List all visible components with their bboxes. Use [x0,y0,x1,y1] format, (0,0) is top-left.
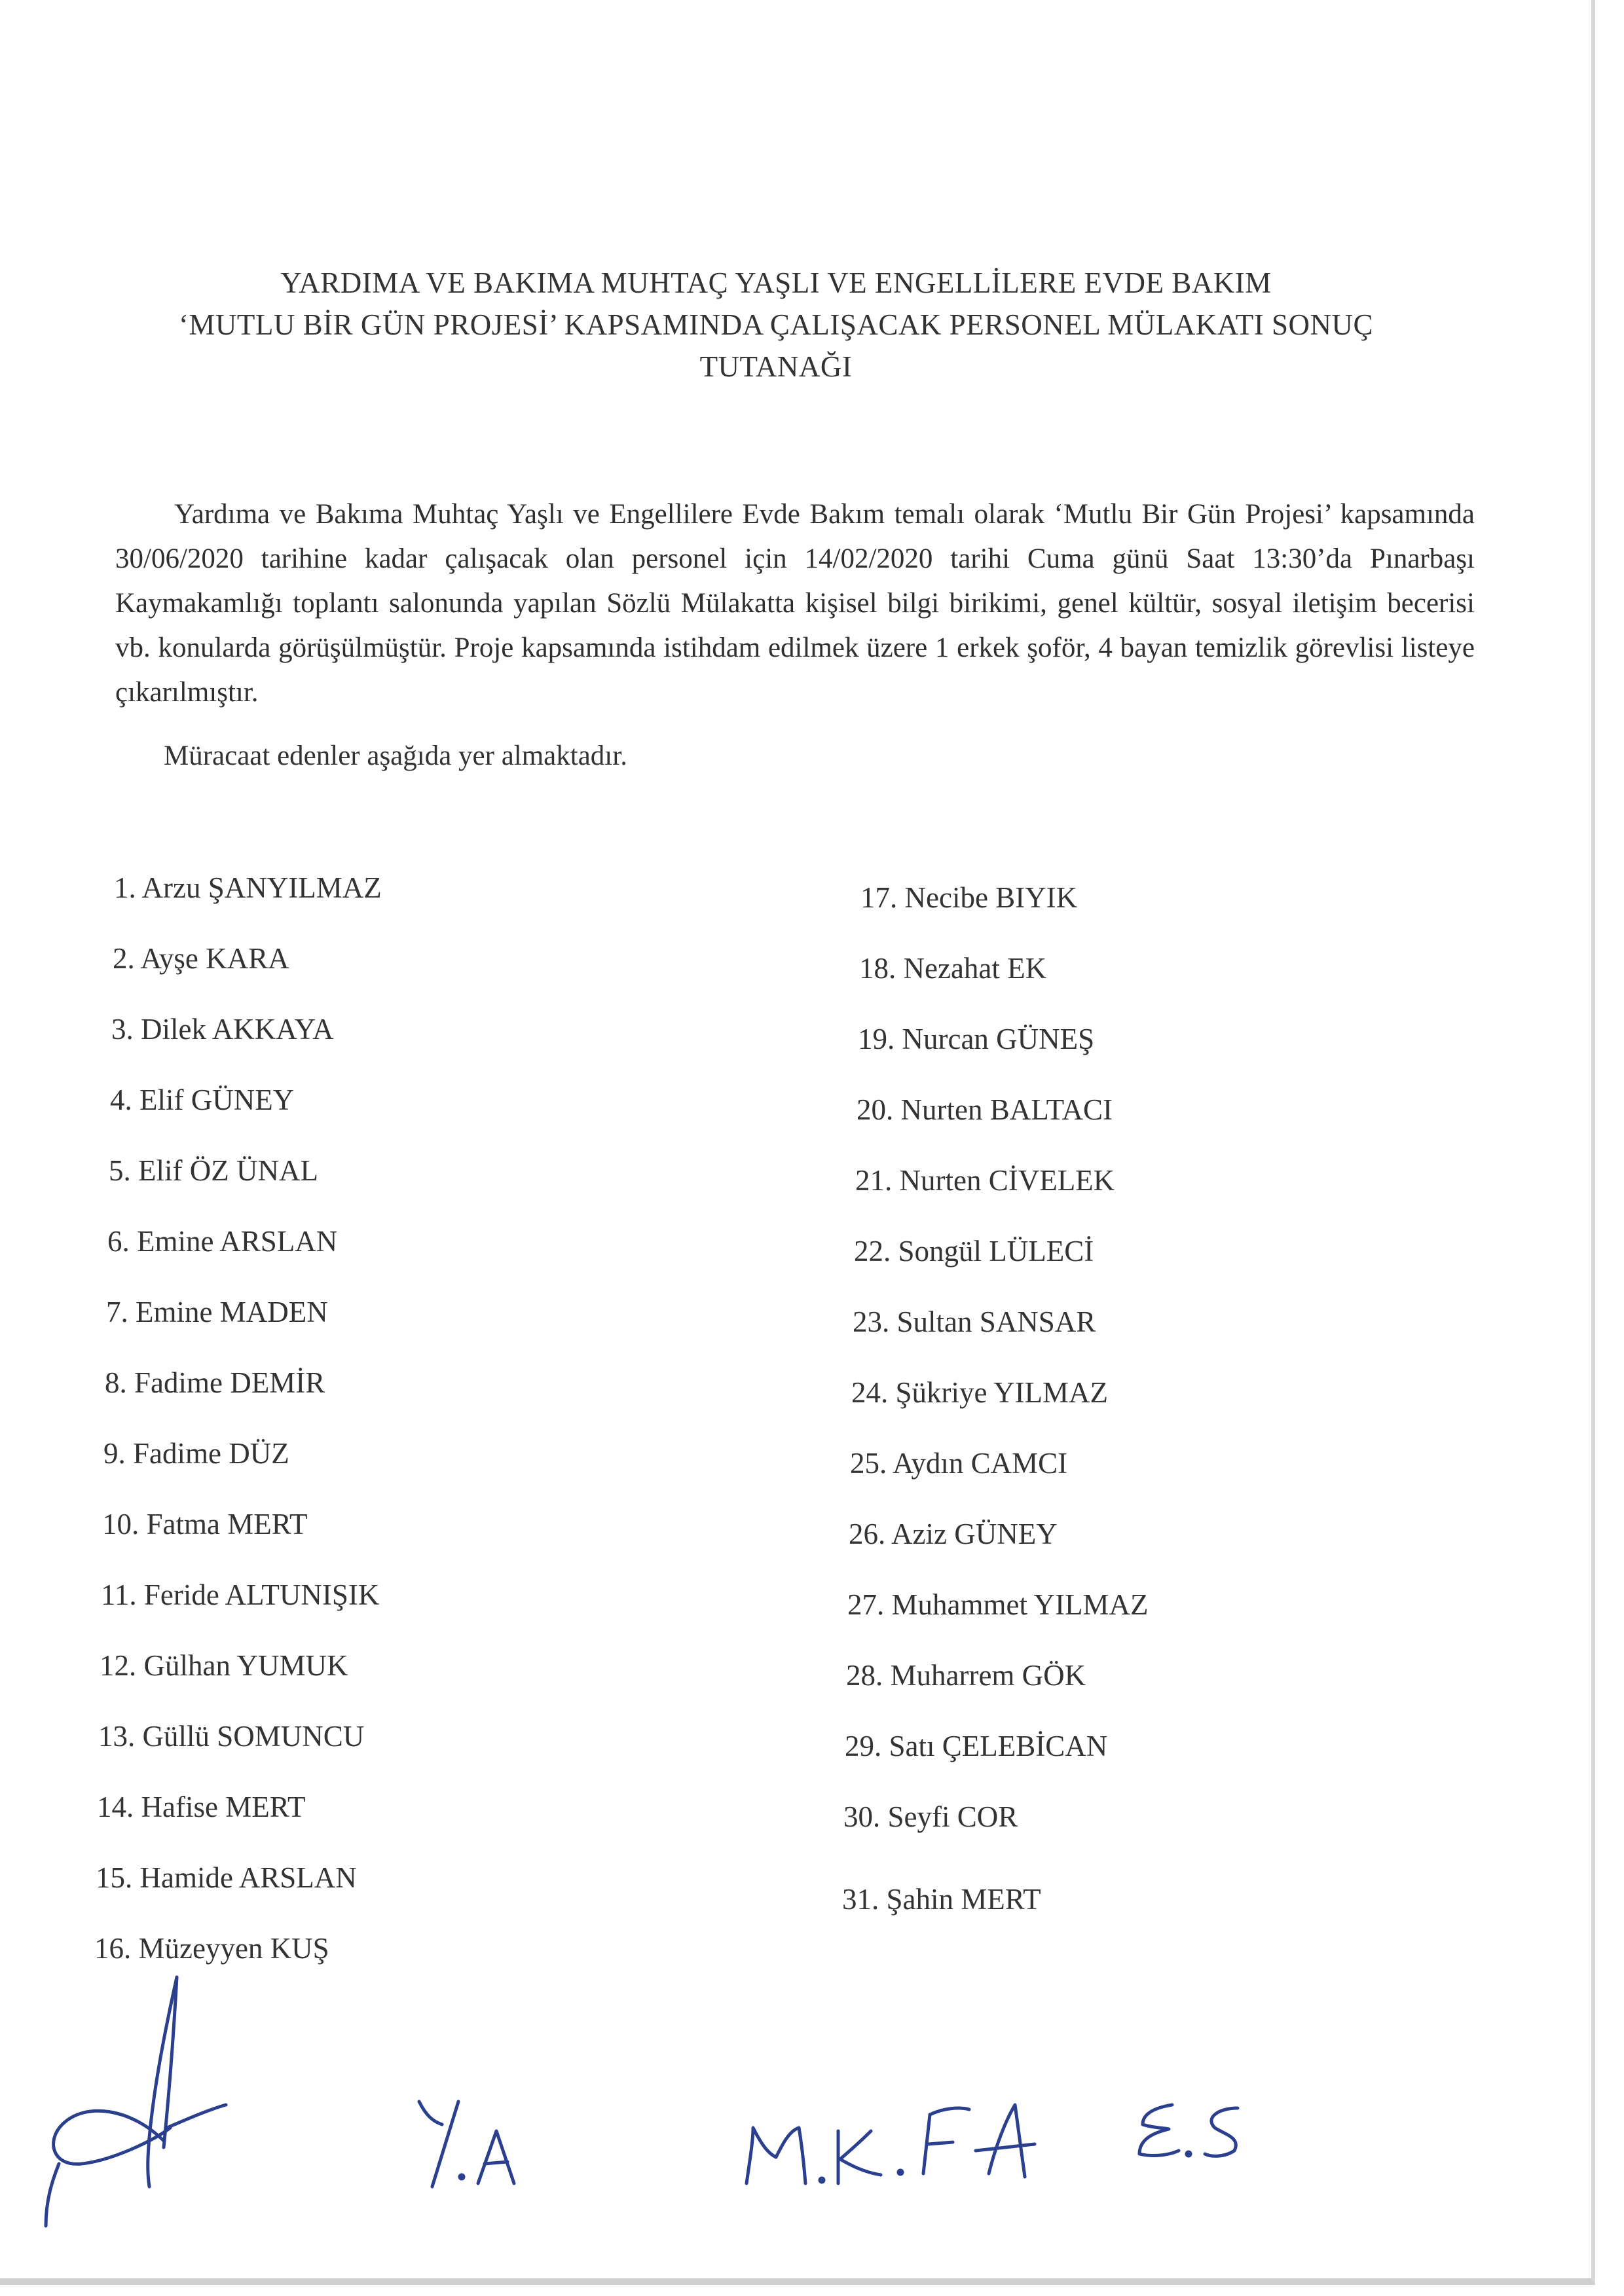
document-title [105,262,1447,388]
title-line-2: ‘MUTLU BİR GÜN PROJESİ’ KAPSAMINDA ÇALIŞACAK PERSONEL MÜLAKATI SONUÇ [178,308,1374,341]
list-item: 5. Elif ÖZ ÜNAL [109,1154,318,1187]
list-item: 15. Hamide ARSLAN [96,1861,357,1894]
list-item: 23. Sultan SANSAR [853,1305,1096,1338]
signature-3 [747,2128,902,2183]
list-item: 18. Nezahat EK [859,952,1047,985]
list-item: 12. Gülhan YUMUK [100,1649,348,1682]
signature-2 [419,2102,514,2187]
list-item: 16. Müzeyyen KUŞ [94,1932,329,1965]
list-item: 28. Muharrem GÖK [846,1659,1086,1692]
signature-4 [923,2105,1035,2177]
list-item: 19. Nurcan GÜNEŞ [858,1023,1095,1055]
list-item: 10. Fatma MERT [102,1508,308,1540]
list-item: 17. Necibe BIYIK [860,881,1078,914]
list-item: 29. Satı ÇELEBİCAN [845,1730,1108,1762]
signature-1 [46,1977,226,2226]
signature-area [0,1964,1572,2239]
title-line-3: TUTANAĞI [699,350,853,383]
applicants-intro: Müracaat edenler aşağıda yer almaktadır. [164,740,627,771]
list-item: 7. Emine MADEN [106,1296,328,1328]
title-line-1: YARDIMA VE BAKIMA MUHTAÇ YAŞLI VE ENGELLİLERE EVDE BAKIM [280,266,1272,299]
list-item: 11. Feride ALTUNIŞIK [101,1578,380,1611]
list-item: 9. Fadime DÜZ [103,1437,289,1470]
list-item: 21. Nurten CİVELEK [855,1164,1115,1197]
list-item: 26. Aziz GÜNEY [849,1518,1058,1550]
list-item: 2. Ayşe KARA [113,942,289,975]
list-item: 27. Muhammet YILMAZ [847,1588,1149,1621]
list-item: 22. Songül LÜLECİ [854,1235,1094,1267]
list-item: 31. Şahin MERT [842,1883,1041,1916]
list-item: 24. Şükriye YILMAZ [851,1376,1109,1409]
list-item: 13. Güllü SOMUNCU [98,1720,365,1753]
list-item: 20. Nurten BALTACI [857,1093,1113,1126]
body-paragraph: Yardıma ve Bakıma Muhtaç Yaşlı ve Engellilere Evde Bakım temalı olarak ‘Mutlu Bir Gün Projesi’ kapsamında 30/06/2020 tarihine kadar çalışacak olan personel için 14/02/2020 tarihi Cuma günü Saat 13:30’da Pınarbaşı Kaymakamlığı toplantı salonunda yapılan Sözlü Mülakatta kişisel bilgi birikimi, genel kültür, sosyal iletişim becerisi vb. konularda görüşülmüştür. Proje kapsamında istihdam edilmek üzere 1 erkek şoför, 4 bayan temizlik görevlisi listeye çıkarılmıştır. [115,499,1475,708]
list-item: 30. Seyfi COR [843,1800,1018,1833]
list-item: 6. Emine ARSLAN [107,1225,338,1258]
list-item: 1. Arzu ŞANYILMAZ [114,871,382,904]
list-item: 14. Hafise MERT [97,1791,306,1823]
list-item: 8. Fadime DEMİR [105,1366,325,1399]
signature-5 [1139,2105,1238,2156]
list-item: 25. Aydın CAMCI [850,1447,1068,1480]
list-item: 4. Elif GÜNEY [110,1084,295,1116]
list-item: 3. Dilek AKKAYA [111,1013,334,1046]
